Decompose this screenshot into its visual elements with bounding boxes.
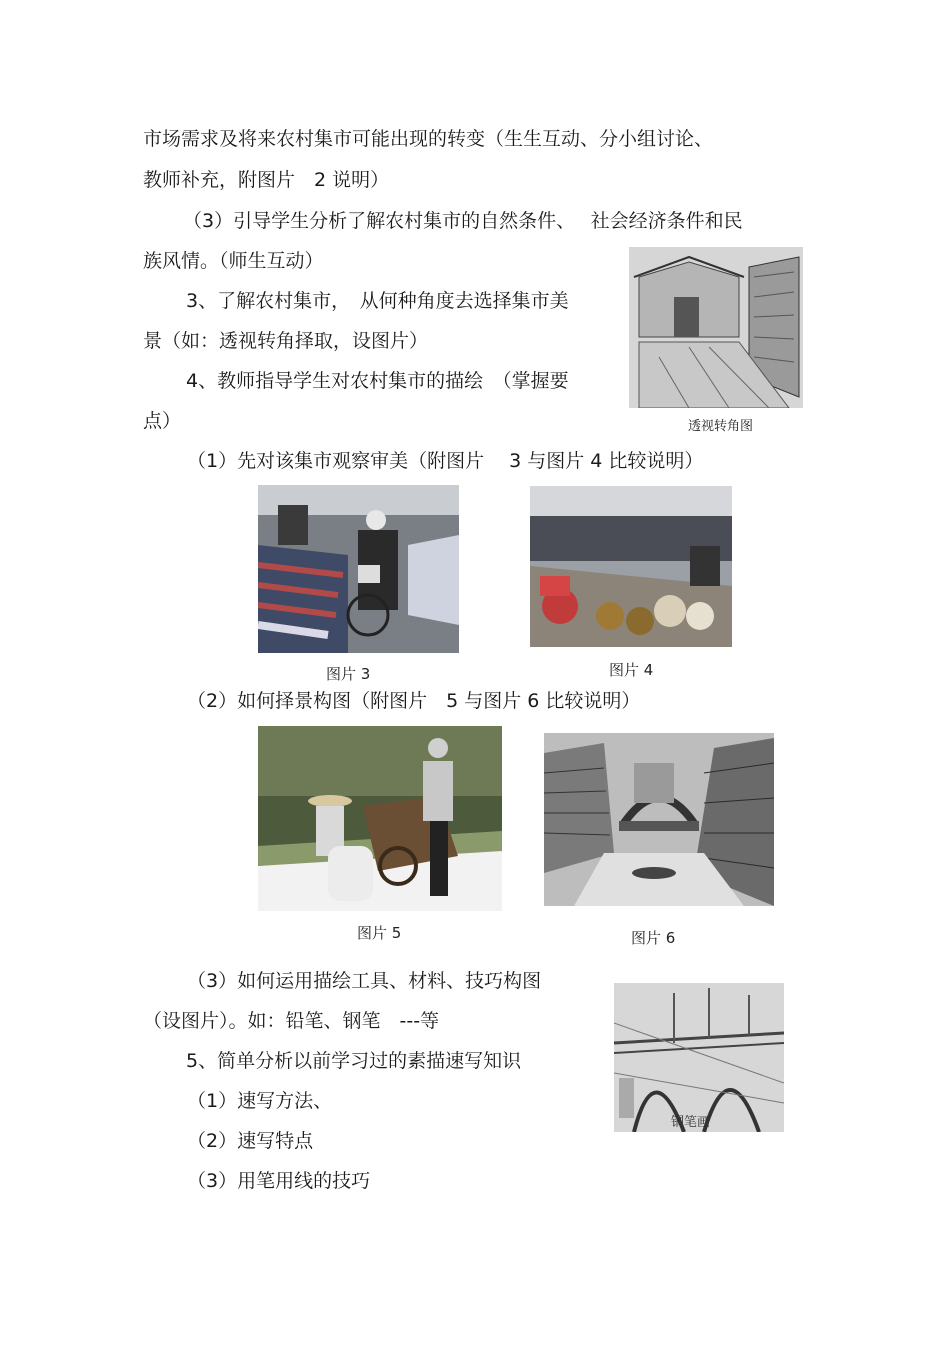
pic6-caption: 图片 6 <box>631 929 676 947</box>
market-photo-4 <box>530 486 732 647</box>
paragraph-line-6: 景（如：透视转角择取，设图片） <box>143 330 429 352</box>
perspective-caption: 透视转角图 <box>688 419 754 434</box>
paragraph-line-14: （1）速写方法、 <box>187 1090 333 1112</box>
paragraph-line-15: （2）速写特点 <box>187 1130 314 1152</box>
paragraph-line-8: 点） <box>143 410 182 432</box>
pic5-caption: 图片 5 <box>357 924 402 942</box>
paragraph-line-9: （1）先对该集市观察审美（附图片 3 与图片 4 比较说明） <box>187 450 704 472</box>
paragraph-line-16: （3）用笔用线的技巧 <box>187 1170 371 1192</box>
paragraph-line-2: 教师补充，附图片 2 说明） <box>143 169 390 191</box>
paragraph-line-1: 市场需求及将来农村集市可能出现的转变（生生互动、分小组讨论、 <box>143 128 714 150</box>
pen-sketch-image <box>614 983 784 1132</box>
paragraph-line-11: （3）如何运用描绘工具、材料、技巧构图 <box>187 970 542 992</box>
paragraph-line-13: 5、简单分析以前学习过的素描速写知识 <box>186 1050 522 1072</box>
paragraph-line-3: （3）引导学生分析了解农村集市的自然条件、 社会经济条件和民 <box>183 210 743 232</box>
paragraph-line-10: （2）如何择景构图（附图片 5 与图片 6 比较说明） <box>187 690 641 712</box>
pic4-caption: 图片 4 <box>609 661 654 679</box>
paragraph-line-5: 3、了解农村集市， 从何种角度去选择集市美 <box>186 290 569 312</box>
pic3-caption: 图片 3 <box>326 665 371 683</box>
perspective-sketch-image <box>629 247 803 408</box>
pen-caption: 钢笔画 <box>671 1115 711 1130</box>
paragraph-line-7: 4、教师指导学生对农村集市的描绘 （掌握要 <box>186 370 569 392</box>
paragraph-line-4: 族风情。（师生互动） <box>143 250 324 272</box>
paragraph-line-12: （设图片）。如：铅笔、钢笔 ---等 <box>143 1010 440 1032</box>
market-photo-3 <box>258 485 459 653</box>
market-photo-5 <box>258 726 502 911</box>
canal-sketch-6 <box>544 733 774 906</box>
